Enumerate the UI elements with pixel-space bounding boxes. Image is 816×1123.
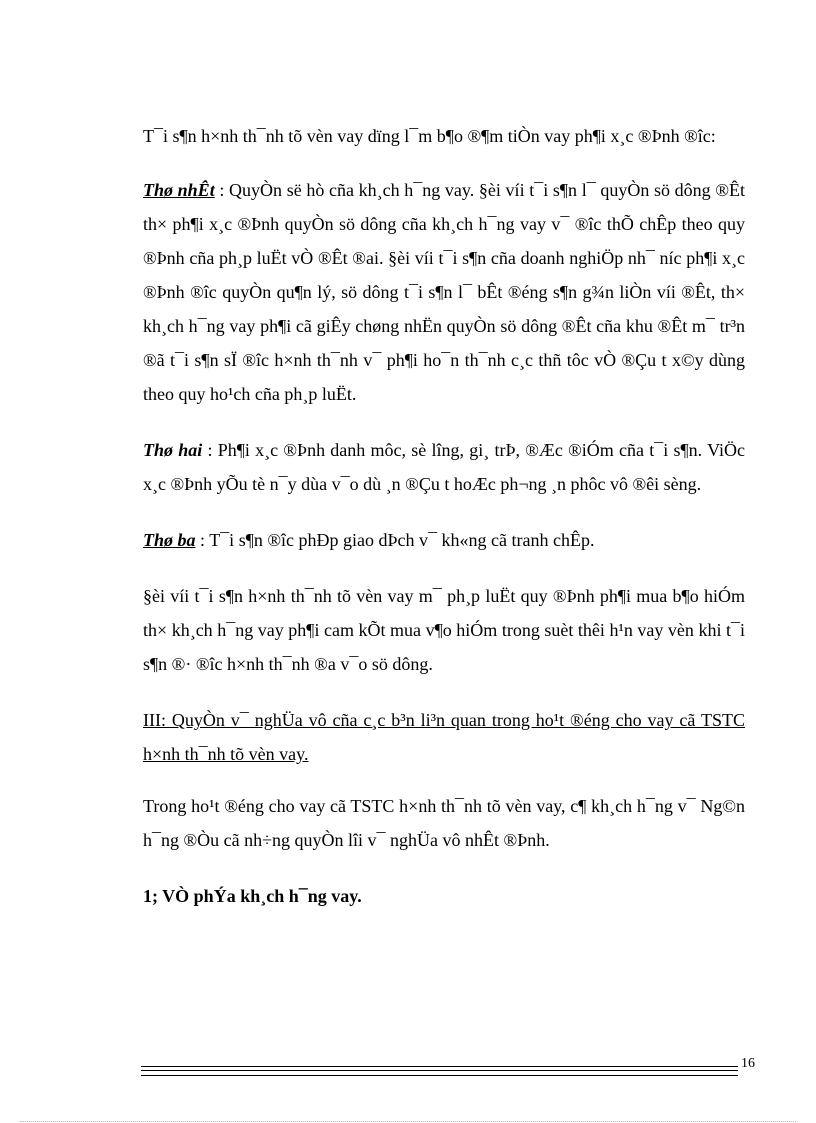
second-point-lead: Thø hai — [143, 440, 203, 460]
footer-rule — [141, 1066, 738, 1076]
section-heading: III: QuyÒn v¯ nghÜa vô cña c¸c b³n li³n quan trong ho¹t ®éng cho vay cã TSTC h×nh th¯nh tõ vèn vay. — [143, 710, 745, 764]
subsection-heading: 1; VÒ phÝa kh¸ch h¯ng vay. — [143, 886, 362, 906]
first-point-text: : QuyÒn së hò cña kh¸ch h¯ng vay. §èi víi t¯i s¶n l¯ quyÒn sö dông ®Êt th× ph¶i x¸c ®Þnh quyÒn sö dông cña kh¸ch h¯ng vay v¯ ®îc thÕ chÊp theo quy ®Þnh cña ph¸p luËt vÒ ®Êt ®ai. §èi víi t¯i s¶n cña doanh nghiÖp nh¯ níc ph¶i x¸c ®Þnh ®îc quyÒn qu¶n lý, sö dông t¯i s¶n l¯ bÊt ®éng s¶n g¾n liÒn víi ®Êt, th× kh¸ch h¯ng vay ph¶i cã giÊy chøng nhËn quyÒn sö dông ®Êt cña khu ®Êt m¯ tr³n ®ã t¯i s¶n sÏ ®îc h×nh th¯nh v¯ ph¶i ho¯n th¯nh c¸c thñ tôc vÒ ®Çu t x©y dùng theo quy ho¹ch cña ph¸p luËt. — [143, 180, 746, 404]
second-point-text: : Ph¶i x¸c ®Þnh danh môc, sè lîng, gi¸ trÞ, ®Æc ®iÓm cña t¯i s¶n. ViÖc x¸c ®Þnh yÕu tè n¯y dùa v¯o dù ¸n ®Çu t hoÆc ph¬ng ¸n phôc vô ®êi sèng. — [143, 440, 745, 494]
rights-paragraph: Trong ho¹t ®éng cho vay cã TSTC h×nh th¯nh tõ vèn vay, c¶ kh¸ch h¯ng v¯ Ng©n h¯ng ®Òu cã nh÷ng quyÒn lîi v¯ nghÜa vô nhÊt ®Þnh. — [143, 796, 745, 850]
third-point-text: : T¯i s¶n ®îc phÐp giao dÞch v¯ kh«ng cã tranh chÊp. — [195, 530, 595, 550]
page-bottom-border — [20, 1121, 796, 1122]
paragraph-first-point — [143, 173, 745, 411]
first-point-lead: Thø nhÊt — [143, 180, 215, 200]
insurance-paragraph: §èi víi t¯i s¶n h×nh th¯nh tõ vèn vay m¯ ph¸p luËt quy ®Þnh ph¶i mua b¶o hiÓm th× kh¸ch h¯ng vay ph¶i cam kÕt mua v¶o hiÓm trong suèt thêi h¹n vay vèn khi t¯i s¶n ®· ®îc h×nh th¯nh ®a v¯o sö dông. — [143, 586, 745, 674]
page-number: 16 — [741, 1056, 755, 1071]
page-content — [143, 119, 745, 935]
third-point-lead: Thø ba — [143, 530, 196, 550]
paragraph-third-point — [143, 523, 745, 557]
intro-paragraph: T¯i s¶n h×nh th¯nh tõ vèn vay dïng l¯m b¶o ®¶m tiÒn vay ph¶i x¸c ®Þnh ®îc: — [143, 126, 716, 146]
paragraph-second-point — [143, 433, 745, 501]
